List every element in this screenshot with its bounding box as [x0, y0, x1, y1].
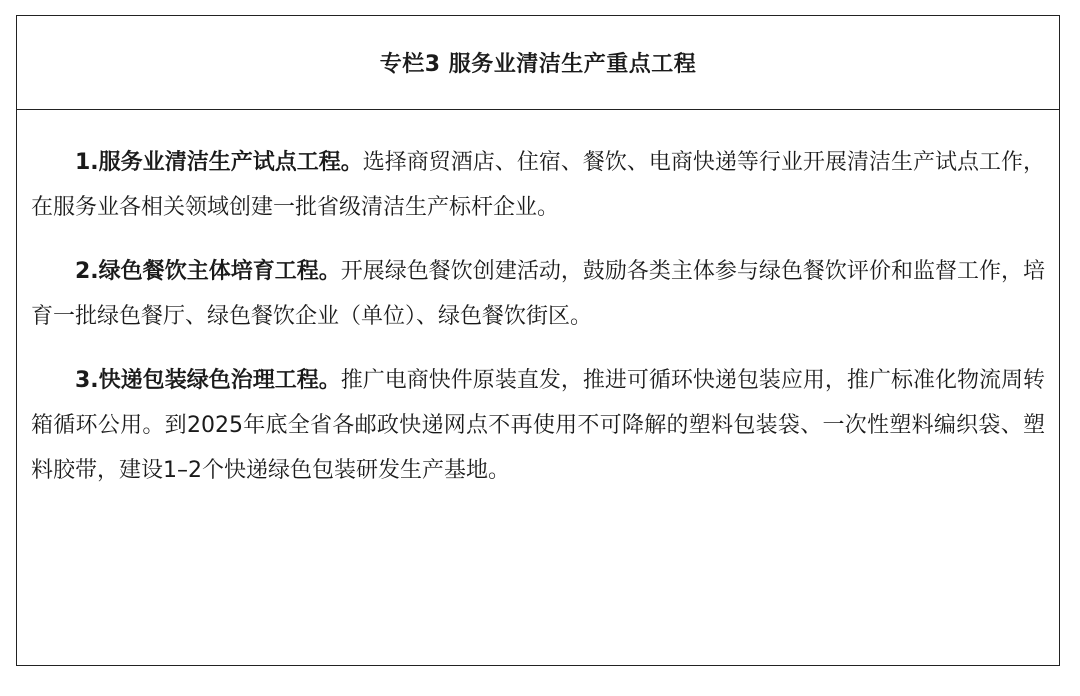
paragraph-1-heading: 1.服务业清洁生产试点工程。	[75, 150, 363, 175]
column-title: 专栏3 服务业清洁生产重点工程	[379, 52, 697, 77]
paragraph-2	[31, 249, 1045, 339]
paragraph-2-heading: 2.绿色餐饮主体培育工程。	[75, 259, 341, 284]
paragraph-3	[31, 358, 1045, 493]
column-body	[17, 110, 1059, 493]
paragraph-2-text: 开展绿色餐饮创建活动，鼓励各类主体参与绿色餐饮评价和监督工作，培育一批绿色餐厅、绿色餐饮企业（单位）、绿色餐饮街区。	[31, 259, 1045, 329]
column-box	[16, 15, 1060, 666]
paragraph-3-heading: 3.快递包装绿色治理工程。	[75, 368, 341, 393]
column-header	[17, 16, 1059, 110]
paragraph-1	[31, 140, 1045, 230]
paragraph-1-text: 选择商贸酒店、住宿、餐饮、电商快递等行业开展清洁生产试点工作，在服务业各相关领域创建一批省级清洁生产标杆企业。	[31, 150, 1045, 220]
paragraph-3-text: 推广电商快件原装直发，推进可循环快递包装应用，推广标准化物流周转箱循环公用。到2025年底全省各邮政快递网点不再使用不可降解的塑料包装袋、一次性塑料编织袋、塑料胶带，建设1–2个快递绿色包装研发生产基地。	[31, 368, 1045, 483]
